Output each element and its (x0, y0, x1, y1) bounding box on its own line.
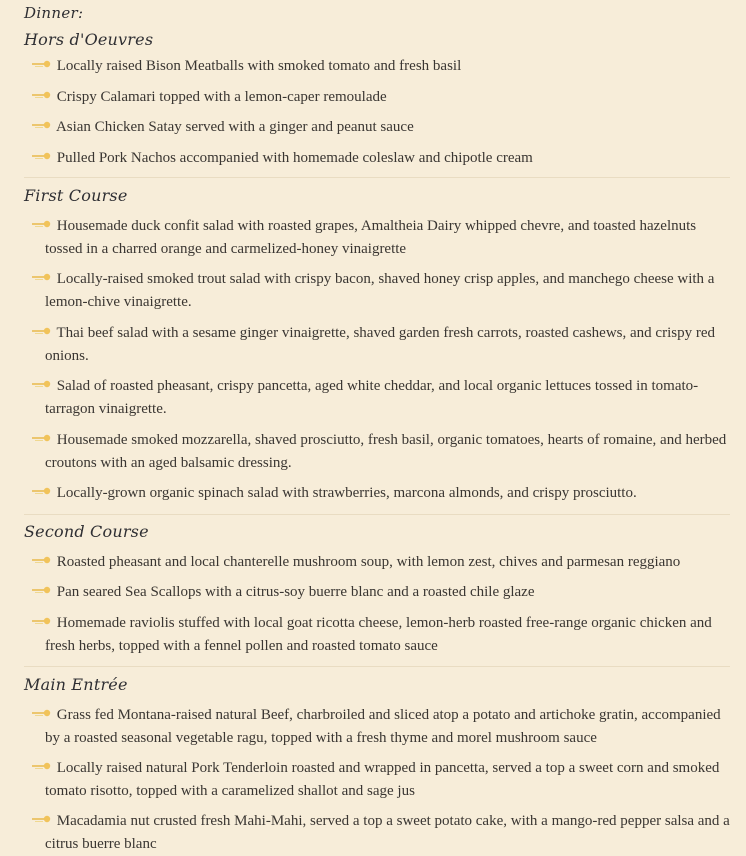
menu-item: Housemade smoked mozzarella, shaved prosciutto, fresh basil, organic tomatoes, hearts of romaine, and herbed croutons with an aged balsamic dressing. (45, 429, 730, 475)
bullet-icon (31, 761, 53, 771)
section-divider (24, 177, 730, 178)
menu-item: Locally-raised smoked trout salad with crispy bacon, shaved honey crisp apples, and manchego cheese with a lemon-chive vinaigrette. (45, 268, 730, 314)
section-heading-first-course: First Course (24, 186, 128, 205)
menu-item: Pulled Pork Nachos accompanied with homemade coleslaw and chipotle cream (45, 147, 730, 170)
section-divider (24, 514, 730, 515)
section-heading-second-course: Second Course (24, 522, 149, 541)
bullet-icon (31, 379, 53, 389)
bullet-icon (31, 272, 53, 282)
menu-item: Thai beef salad with a sesame ginger vinaigrette, shaved garden fresh carrots, roasted cashews, and crispy red onions. (45, 322, 730, 368)
menu-item: Locally raised Bison Meatballs with smoked tomato and fresh basil (45, 55, 730, 78)
menu-item: Locally-grown organic spinach salad with strawberries, marcona almonds, and crispy prosciutto. (45, 482, 730, 505)
menu-item: Pan seared Sea Scallops with a citrus-soy buerre blanc and a roasted chile glaze (45, 581, 730, 604)
section-heading-main-entree: Main Entrée (24, 675, 128, 694)
bullet-icon (31, 120, 53, 130)
bullet-icon (31, 814, 53, 824)
section-heading-hors-doeuvres: Hors d'Oeuvres (24, 30, 154, 49)
menu-title: Dinner: (24, 4, 84, 22)
menu-item: Salad of roasted pheasant, crispy pancetta, aged white cheddar, and local organic lettuces tossed in tomato-tarragon vinaigrette. (45, 375, 730, 421)
bullet-icon (31, 59, 53, 69)
menu-item: Housemade duck confit salad with roasted grapes, Amaltheia Dairy whipped chevre, and toasted hazelnuts tossed in a charred orange and carmelized-honey vinaigrette (45, 215, 730, 261)
bullet-icon (31, 433, 53, 443)
menu-item: Crispy Calamari topped with a lemon-caper remoulade (45, 86, 730, 109)
menu-item: Macadamia nut crusted fresh Mahi-Mahi, served a top a sweet potato cake, with a mango-red pepper salsa and a citrus buerre blanc (45, 810, 730, 856)
bullet-icon (31, 219, 53, 229)
bullet-icon (31, 555, 53, 565)
bullet-icon (31, 90, 53, 100)
bullet-icon (31, 585, 53, 595)
bullet-icon (31, 708, 53, 718)
menu-item: Homemade raviolis stuffed with local goat ricotta cheese, lemon-herb roasted free-range organic chicken and fresh herbs, topped with a fennel pollen and roasted tomato sauce (45, 612, 730, 658)
bullet-icon (31, 151, 53, 161)
menu-item: Asian Chicken Satay served with a ginger and peanut sauce (45, 116, 730, 139)
menu-item: Locally raised natural Pork Tenderloin roasted and wrapped in pancetta, served a top a sweet corn and smoked tomato risotto, topped with a caramelized shallot and sage jus (45, 757, 730, 803)
section-divider (24, 666, 730, 667)
bullet-icon (31, 326, 53, 336)
menu-item: Roasted pheasant and local chanterelle mushroom soup, with lemon zest, chives and parmesan reggiano (45, 551, 730, 574)
bullet-icon (31, 486, 53, 496)
bullet-icon (31, 616, 53, 626)
menu-item: Grass fed Montana-raised natural Beef, charbroiled and sliced atop a potato and artichoke gratin, accompanied by a roasted seasonal vegetable ragu, topped with a fresh thyme and morel mushroom sauce (45, 704, 730, 750)
